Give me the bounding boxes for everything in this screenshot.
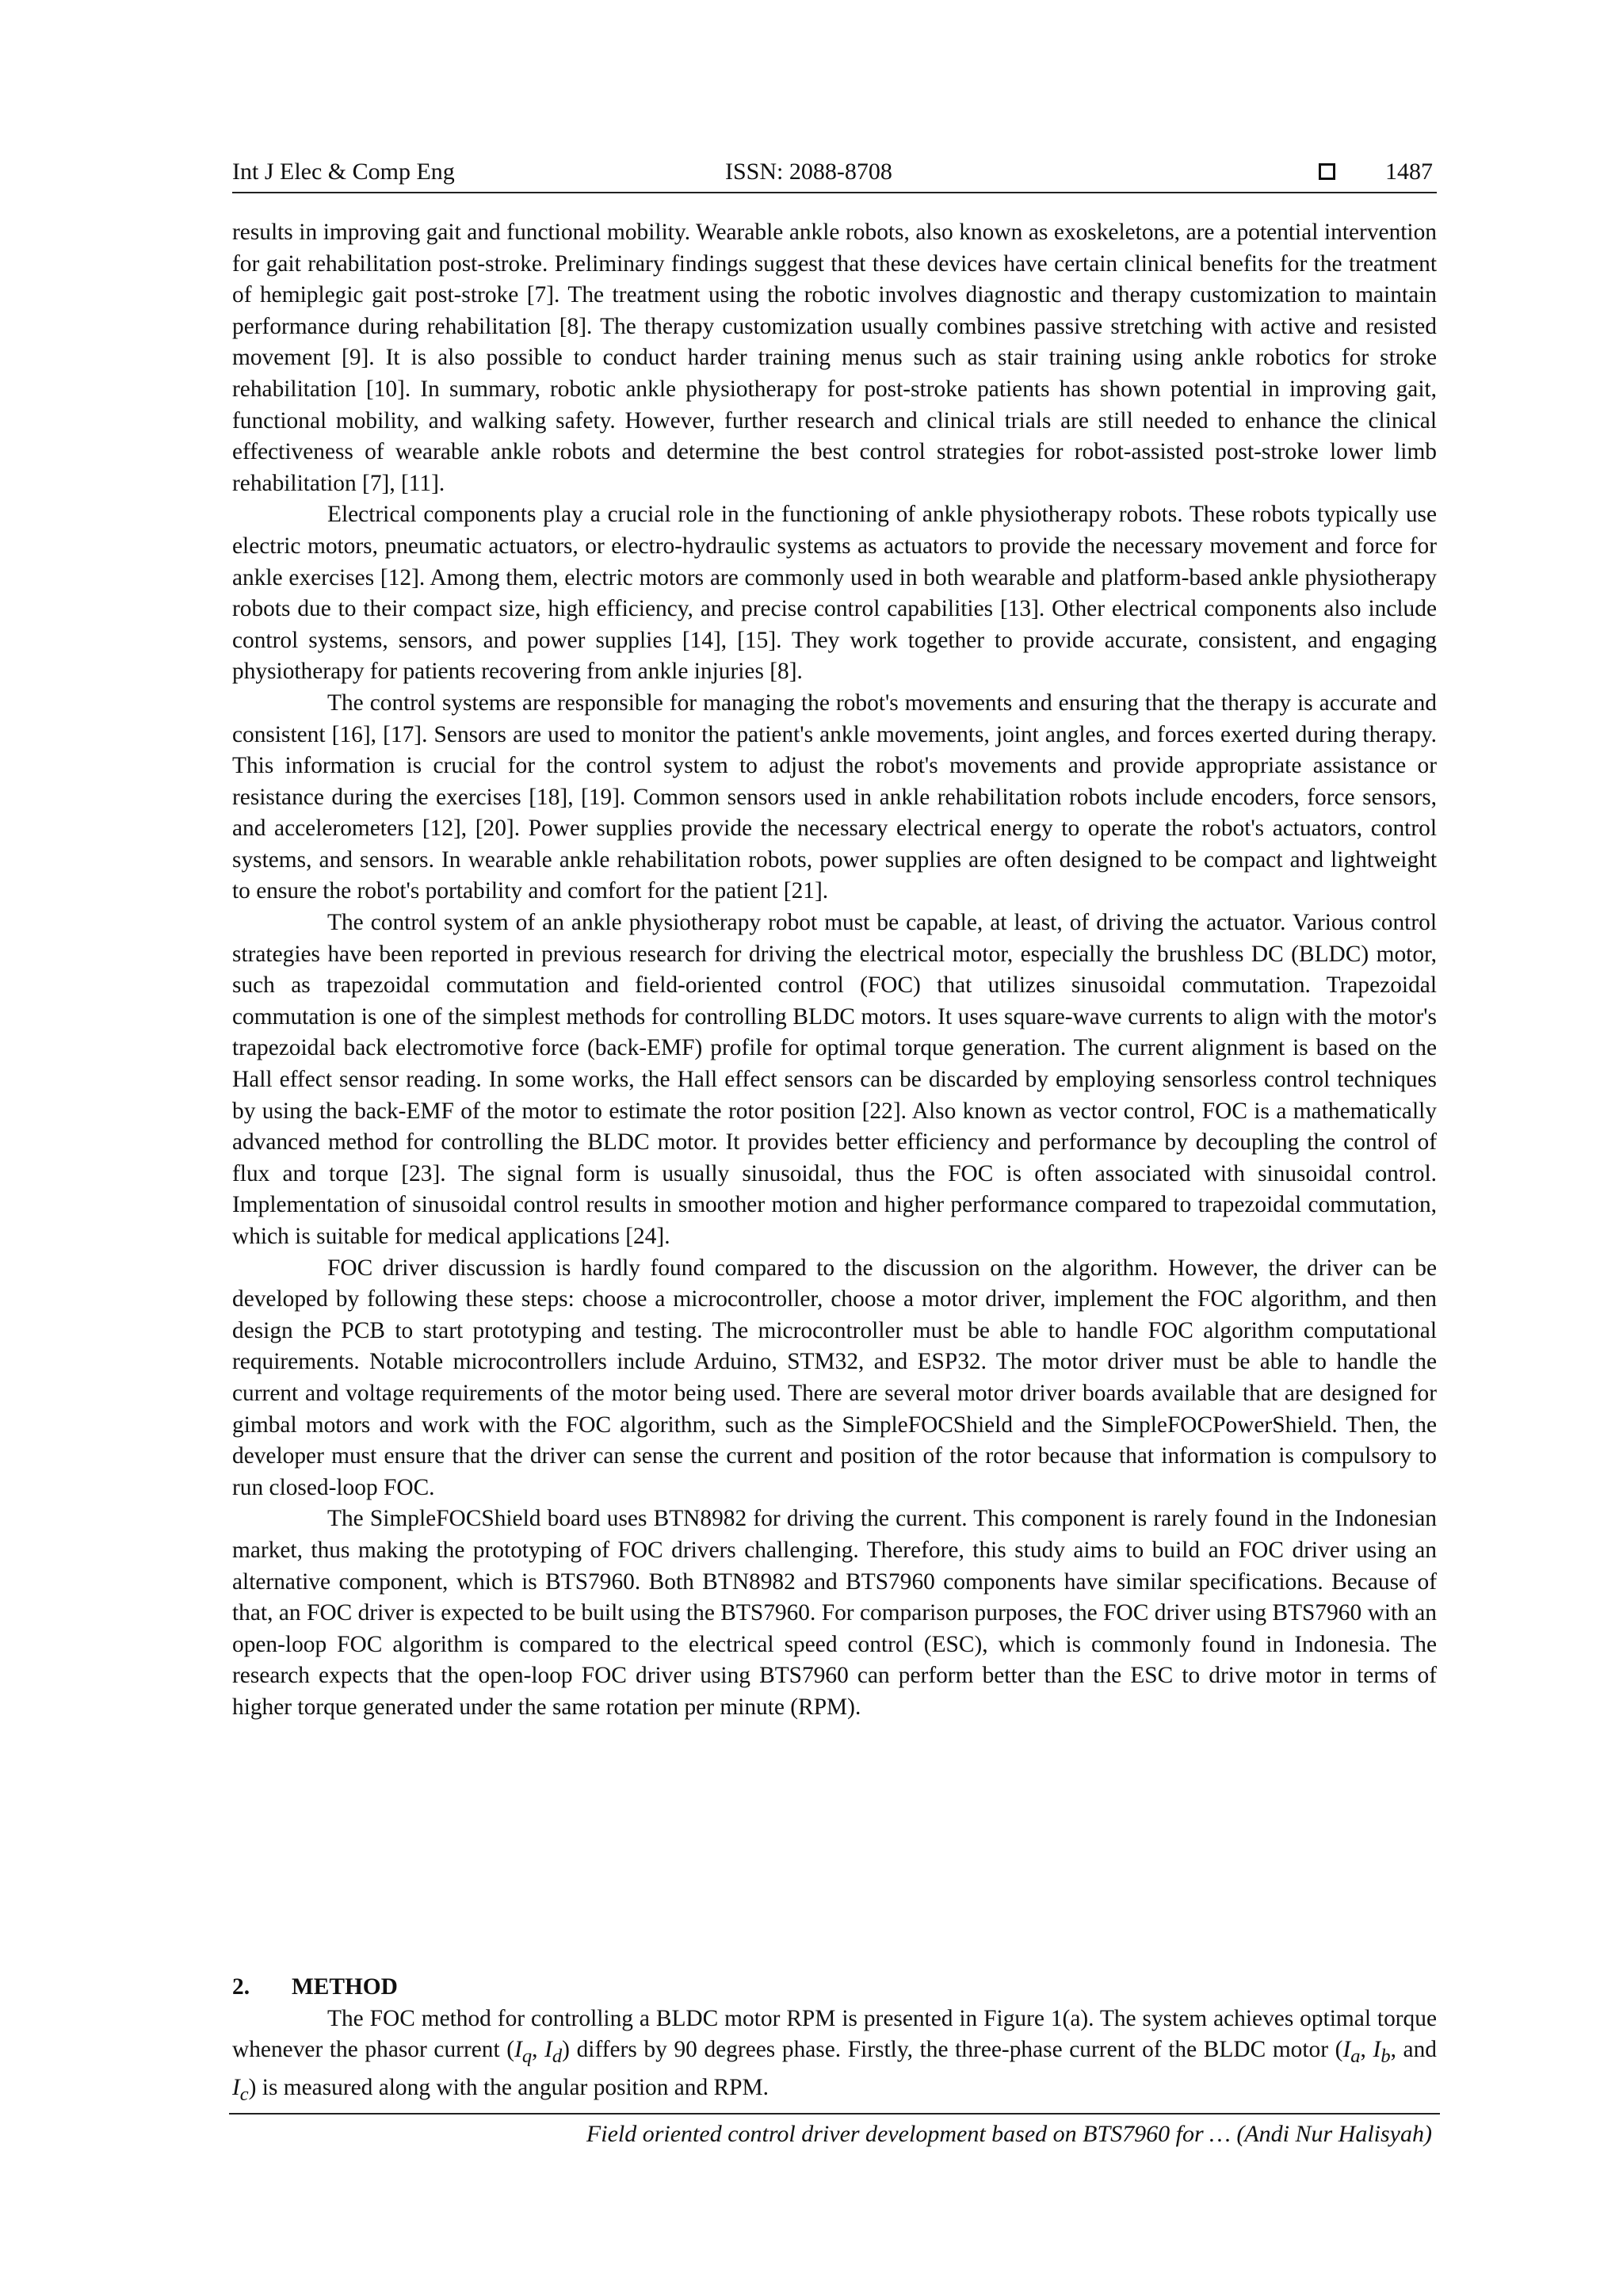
page-header <box>232 155 1437 193</box>
symbol-id: $I_d$ <box>544 2037 563 2068</box>
text-run: , <box>1360 2037 1373 2063</box>
paragraph: FOC driver discussion is hardly found compared to the discussion on the algorithm. However, the driver can be developed by following these steps: choose a microcontroller, choose a motor driver, implement the FOC algorithm, and then design the PCB to start prototyping and testing. The microcontroller must be able to handle FOC algorithm computational requirements. Notable microcontrollers include Arduino, STM32, and ESP32. The motor driver must be able to handle the current and voltage requirements of the motor being used. There are several motor driver boards available that are designed for gimbal motors and work with the FOC algorithm, such as the SimpleFOCShield and the SimpleFOCPowerShield. Then, the developer must ensure that the driver can sense the current and position of the rotor because that information is compulsory to run closed-loop FOC. <box>232 1255 1437 1500</box>
paragraph: The control systems are responsible for managing the robot's movements and ensuring that the therapy is accurate and consistent [16], [17]. Sensors are used to monitor the patient's ankle movements, joint angles, and forces exerted during therapy. This information is crucial for the control system to adjust the robot's movements and provide appropriate assistance or resistance during the exercises [18], [19]. Common sensors used in ankle rehabilitation robots include encoders, force sensors, and accelerometers [12], [20]. Power supplies provide the necessary electrical energy to operate the robot's actuators, control systems, and sensors. In wearable ankle rehabilitation robots, power supplies are often designed to be compact and lightweight to ensure the robot's portability and comfort for the patient [21]. <box>232 690 1437 904</box>
text-run: , <box>532 2037 545 2063</box>
paragraph: The SimpleFOCShield board uses BTN8982 for driving the current. This component is rarely found in the Indonesian market, thus making the prototyping of FOC drivers challenging. Therefore, this study aims to build an FOC driver using an alternative component, which is BTS7960. Both BTN8982 and BTS7960 components have similar specifications. Because of that, an FOC driver is expected to be built using the BTS7960. For comparison purposes, the FOC driver using BTS7960 with an open-loop FOC algorithm is compared to the electrical speed control (ESC), which is commonly found in Indonesia. The research expects that the open-loop FOC driver using BTS7960 can perform better than the ESC to drive motor in terms of higher torque generated under the same rotation per minute (RPM). <box>232 1506 1437 1720</box>
body-text <box>232 217 1437 1724</box>
symbol-iq: $I_q$ <box>514 2037 533 2068</box>
section-title: METHOD <box>292 1974 398 2000</box>
section-heading <box>232 1972 1437 2004</box>
symbol-ia: $I_a$ <box>1342 2037 1361 2068</box>
paragraph: Electrical components play a crucial role in the functioning of ankle physiotherapy robots. These robots typically use electric motors, pneumatic actuators, or electro-hydraulic systems as actuators to provide the necessary movement and force for ankle exercises [12]. Among them, electric motors are commonly used in both wearable and platform-based ankle physiotherapy robots due to their compact size, high efficiency, and precise control capabilities [13]. Other electrical components also include control systems, sensors, and power supplies [14], [15]. They work together to provide accurate, consistent, and engaging physiotherapy for patients recovering from ankle injuries [8]. <box>232 502 1437 685</box>
square-bullet-icon <box>1319 163 1335 180</box>
text-run: ) is measured along with the angular position and RPM. <box>248 2074 769 2100</box>
paragraph <box>232 2004 1437 2111</box>
text-run: ) differs by 90 degrees phase. Firstly, the three-phase current of the BLDC motor ( <box>562 2037 1343 2063</box>
symbol-ib: $I_b$ <box>1373 2037 1391 2068</box>
paragraph: The control system of an ankle physiotherapy robot must be capable, at least, of driving the actuator. Various control strategies have been reported in previous research for driving the electrical motor, especially the brushless DC (BLDC) motor, such as trapezoidal commutation and field-oriented control (FOC) that utilizes sinusoidal commutation. Trapezoidal commutation is one of the simplest methods for controlling BLDC motors. It uses square-wave currents to align with the motor's trapezoidal back electromotive force (back-EMF) profile for optimal torque generation. The current alignment is based on the Hall effect sensor reading. In some works, the Hall effect sensors can be discarded by employing sensorless control techniques by using the back-EMF of the motor to estimate the rotor position [22]. Also known as vector control, FOC is a mathematically advanced method for controlling the BLDC motor. It provides better efficiency and performance by decoupling the control of flux and torque [23]. The signal form is usually sinusoidal, thus the FOC is often associated with sinusoidal control. Implementation of sinusoidal control results in smoother motion and higher performance compared to trapezoidal commutation, which is suitable for medical applications [24]. <box>232 910 1437 1249</box>
section-number: 2. <box>232 1974 250 2000</box>
journal-name: Int J Elec & Comp Eng <box>232 159 455 185</box>
issn: ISSN: 2088-8708 <box>725 159 892 185</box>
symbol-ic: $I_c$ <box>232 2074 249 2105</box>
method-section <box>232 1972 1437 2110</box>
page-footer <box>229 2113 1440 2147</box>
text-run: The FOC method for controlling a BLDC motor RPM is presented in Figure 1(a). The system achieves optimal torque whenever the phasor current ( <box>232 2005 1437 2063</box>
text-run: , and <box>1390 2037 1437 2063</box>
page-number: 1487 <box>1385 159 1433 185</box>
paragraph: results in improving gait and functional mobility. Wearable ankle robots, also known as exoskeletons, are a potential intervention for gait rehabilitation post-stroke. Preliminary findings suggest that these devices have certain clinical benefits for the treatment of hemiplegic gait post-stroke [7]. The treatment using the robotic involves diagnostic and therapy customization to maintain performance during rehabilitation [8]. The therapy customization usually combines passive stretching with active and resisted movement [9]. It is also possible to conduct harder training menus such as stair training using ankle robotics for stroke rehabilitation [10]. In summary, robotic ankle physiotherapy for post-stroke patients has shown potential in improving gait, functional mobility, and walking safety. However, further research and clinical trials are still needed to enhance the clinical effectiveness of wearable ankle robots and determine the best control strategies for robot-assisted post-stroke lower limb rehabilitation [7], [11]. <box>232 220 1437 496</box>
running-title: Field oriented control driver development based on BTS7960 for … (Andi Nur Halisyah) <box>586 2121 1432 2147</box>
